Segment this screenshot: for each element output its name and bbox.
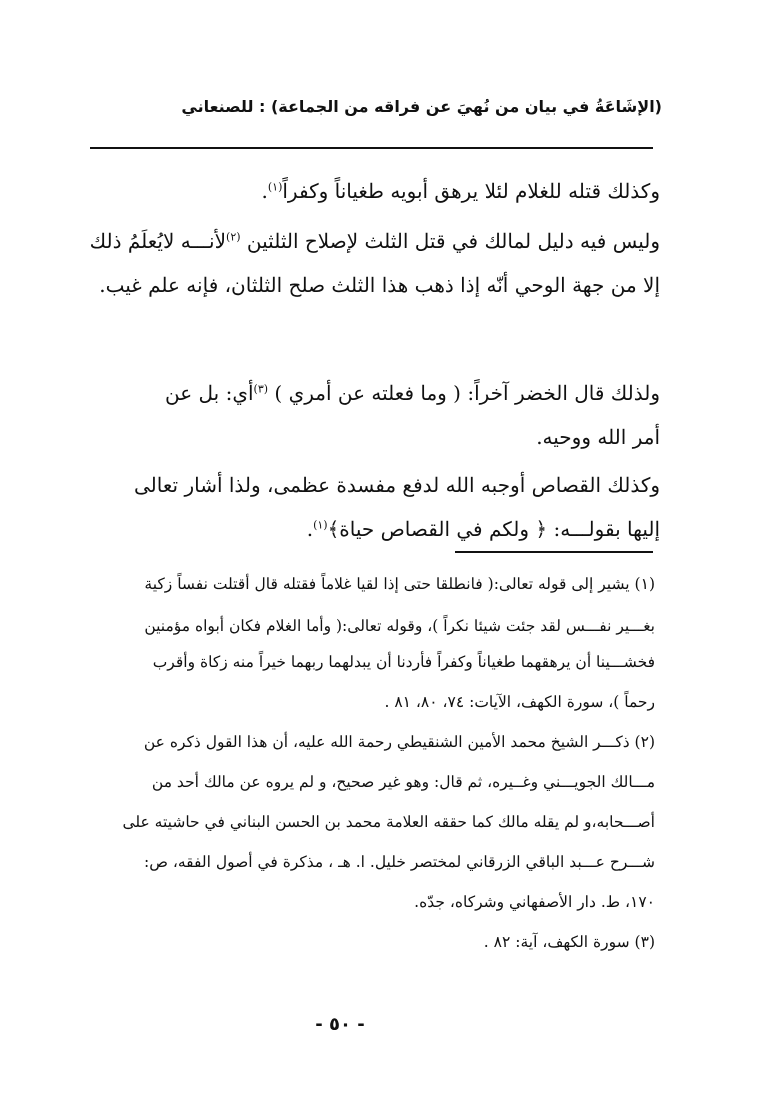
footnote-line: بغـــير نفـــس لقد جئت شيئا نكراً )، وقوله تعالى:( وأما الغلام فكان أبواه مؤمنين [144,617,655,635]
header-title: (الإشَاعَةُ في بيان من نُهيَ عن فراقه من الجماعة) : للصنعاني [181,97,662,116]
body-line: ولذلك قال الخضر آخراً: ( وما فعلته عن أمري ) $^{(٣)}$أي: بل عن [165,381,660,405]
footnote-line: (٢) ذكـــر الشيخ محمد الأمين الشنقيطي رحمة الله عليه، أن هذا القول ذكره عن [143,733,655,751]
footnote-divider [455,551,653,553]
footnote-line: شـــرح عـــبد الباقي الزرقاني لمختصر خليل. ا. هـ ، مذكرة في أصول الفقه، ص: [143,853,655,871]
page-number: - ٥٠ - [315,1014,365,1035]
footnote-line: (١) يشير إلى قوله تعالى:( فانطلقا حتى إذا لقيا غلاماً فقتله قال أقتلت نفساً زكية [144,575,655,593]
footnote-ref[interactable]: (٢) [226,230,241,244]
footnote-line: ١٧٠، ط. دار الأصفهاني وشركاه، جدّه. [414,893,655,911]
body-line: وكذلك القصاص أوجبه الله لدفع مفسدة عظمى، ولذا أشار تعالى [134,473,660,497]
running-header [102,94,662,120]
footnote-line: مـــالك الجويـــني وغــيره، ثم قال: وهو غير صحيح، و لم يروه عن مالك أحد من [151,773,655,791]
footnote-ref[interactable]: (٣) [253,382,269,396]
footnote-line: أصـــحابه،و لم يقله مالك كما حققه العلامة محمد بن الحسن البناني في حاشيته على [122,813,655,831]
footnote-ref[interactable]: (١) [267,180,283,194]
footnote-line: رحماً )، سورة الكهف، الآيات: ٧٤، ٨٠، ٨١ . [384,693,655,711]
body-line: وكذلك قتله للغلام لئلا يرهق أبويه طغياناً وكفراً$^{(١)}$. [261,179,660,203]
header-divider [90,147,653,149]
footnote-ref[interactable]: (١) [313,518,328,532]
body-line: إلا من جهة الوحي أنّه إذا ذهب هذا الثلث صلح الثلثان، فإنه علم غيب. [99,273,660,297]
footnote-line: (٣) سورة الكهف، آية: ٨٢ . [483,933,655,951]
body-line: أمر الله ووحيه. [536,425,660,449]
body-line: إليها بقولـــه: ﴿ ولكم في القصاص حياة﴾$^{(١)}$. [306,517,660,541]
body-line: وليس فيه دليل لمالك في قتل الثلث لإصلاح الثلثين $^{(٢)}$لأنـــه لايُعلَمُ ذلك [89,229,660,253]
footnote-line: فخشـــينا أن يرهقهما طغياناً وكفراً فأردنا أن يبدلهما ربهما خيراً منه زكاة وأقرب [152,653,655,671]
